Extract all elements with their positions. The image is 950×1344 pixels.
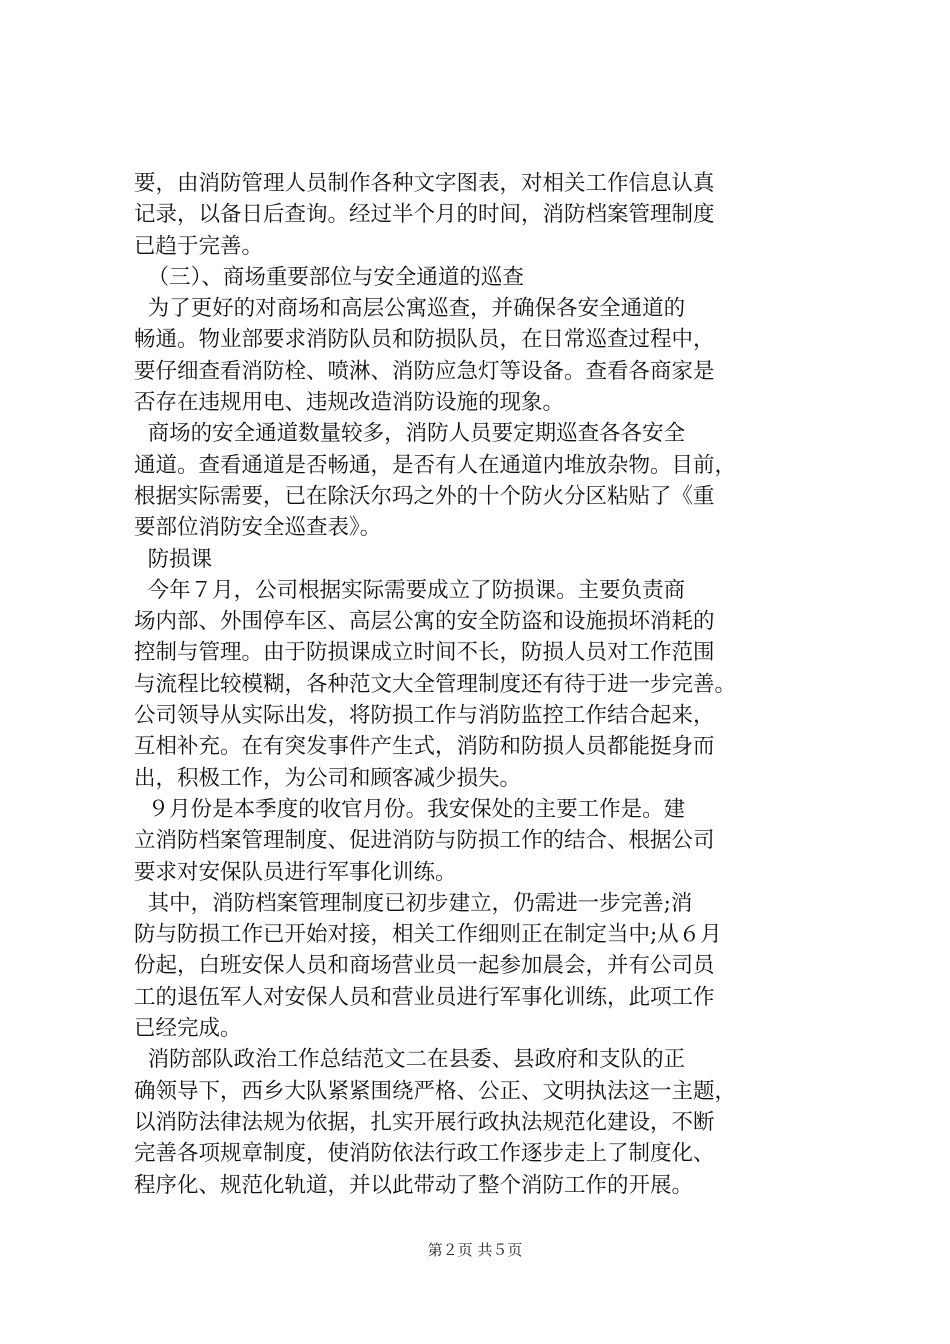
text-line: 通道。查看通道是否畅通，是否有人在通道内堆放杂物。目前， xyxy=(134,452,737,478)
text-line: 要求对安保队员进行军事化训练。 xyxy=(134,859,457,885)
text-line: 已趋于完善。 xyxy=(134,233,264,259)
text-line: 完善各项规章制度，使消防依法行政工作逐步走上了制度化、 xyxy=(134,1141,715,1167)
section-heading: 防损课 xyxy=(134,546,213,572)
text-line: 立消防档案管理制度、促进消防与防损工作的结合、根据公司 xyxy=(134,828,715,854)
text-line: 否存在违规用电、违规改造消防设施的现象。 xyxy=(134,390,565,416)
section-heading: （三）、商场重要部位与安全通道的巡查 xyxy=(134,264,524,290)
text-line: 记录，以备日后查询。经过半个月的时间，消防档案管理制度 xyxy=(134,202,715,228)
text-line: 互相补充。在有突发事件产生式，消防和防损人员都能挺身而 xyxy=(134,734,715,760)
text-line: 要，由消防管理人员制作各种文字图表，对相关工作信息认真 xyxy=(134,171,715,196)
text-line: 工的退伍军人对安保人员和营业员进行军事化训练，此项工作 xyxy=(134,984,715,1010)
text-line: 公司领导从实际出发，将防损工作与消防监控工作结合起来， xyxy=(134,703,715,729)
text-line: 确领导下，西乡大队紧紧围绕严格、公正、文明执法这一主题， xyxy=(134,1078,737,1104)
text-line: 要仔细查看消防栓、喷淋、消防应急灯等设备。查看各商家是 xyxy=(134,358,715,384)
text-line: 畅通。物业部要求消防队员和防损队员，在日常巡查过程中， xyxy=(134,327,715,353)
text-line: 消防部队政治工作总结范文二在县委、县政府和支队的正 xyxy=(134,1047,686,1073)
text-line: 控制与管理。由于防损课成立时间不长，防损人员对工作范围 xyxy=(134,640,715,666)
text-line: 份起，白班安保人员和商场营业员一起参加晨会，并有公司员 xyxy=(134,953,715,979)
text-line: 出，积极工作，为公司和顾客减少损失。 xyxy=(134,765,522,791)
text-line: 根据实际需要，已在除沃尔玛之外的十个防火分区粘贴了《重 xyxy=(134,483,715,509)
text-line: 为了更好的对商场和高层公寓巡查，并确保各安全通道的 xyxy=(134,296,686,322)
text-line: 程序化、规范化轨道，并以此带动了整个消防工作的开展。 xyxy=(134,1172,694,1198)
text-line: 商场的安全通道数量较多，消防人员要定期巡查各各安全 xyxy=(134,421,686,447)
text-line: ９月份是本季度的收官月份。我安保处的主要工作是。建 xyxy=(134,796,686,822)
text-line: 已经完成。 xyxy=(134,1016,242,1042)
text-line: 以消防法律法规为依据，扎实开展行政执法规范化建设，不断 xyxy=(134,1109,715,1135)
text-line: 防与防损工作已开始对接，相关工作细则正在制定当中;从６月 xyxy=(134,922,722,948)
text-line: 场内部、外围停车区、高层公寓的安全防盗和设施损坏消耗的 xyxy=(134,609,715,635)
document-body xyxy=(134,168,830,1201)
text-line: 今年７月，公司根据实际需要成立了防损课。主要负责商 xyxy=(134,577,686,603)
page-number-footer: 第２页 共５页 xyxy=(427,1241,523,1259)
text-line: 与流程比较模糊，各种范文大全管理制度还有待于进一步完善。 xyxy=(134,671,737,697)
text-line: 其中，消防档案管理制度已初步建立，仍需进一步完善;消 xyxy=(134,890,693,916)
text-line: 要部位消防安全巡查表》。 xyxy=(134,515,382,541)
